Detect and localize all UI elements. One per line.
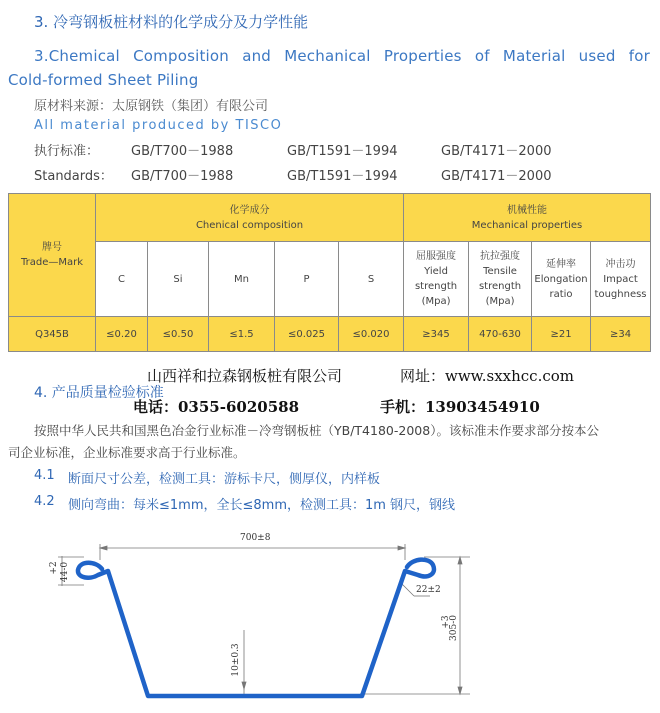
material-source-cn: 原材料来源：太原钢铁（集团）有限公司 — [34, 99, 269, 114]
title-en-word: Composition — [133, 47, 229, 65]
standards-en-label: Standards： — [34, 169, 113, 184]
col-yield-strength — [404, 242, 469, 317]
mech-header-en: Mechanical properties — [471, 219, 583, 231]
trade-mark-cn: 牌号 — [42, 242, 62, 253]
company-mobile: 手机：13903454910 — [380, 398, 540, 416]
item-4-1-text: 断面尺寸公差，检测工具：游标卡尺，侧厚仪，内样板 — [68, 472, 381, 487]
standard-1-cn: GB/T700－1988 — [131, 144, 234, 159]
table-cell-grade: Q345B — [9, 317, 96, 352]
flange-dimension-label: 22±2 — [416, 585, 441, 595]
title-en-word: for — [628, 47, 650, 65]
col-si: Si — [148, 242, 209, 317]
table-cell: ≥34 — [591, 317, 651, 352]
col-tensile-strength — [469, 242, 532, 317]
col-mn: Mn — [209, 242, 275, 317]
chemical-composition-header — [96, 194, 404, 242]
section4-paragraph-line1: 按照中华人民共和国黑色冶金行业标准－冷弯钢板桩（YB/T4180-2008）。该标准未作要求部分按本公 — [34, 423, 599, 438]
lip-dimension-tolerance-label: +2 — [49, 561, 59, 575]
yield-en2: strength — [414, 281, 458, 292]
title-en-word: and — [242, 47, 272, 65]
standard-1-en: GB/T700－1988 — [131, 169, 234, 184]
trade-mark-en: Trade—Mark — [20, 257, 84, 268]
sheet-pile-profile-drawing — [0, 520, 660, 713]
chem-header-cn: 化学成分 — [229, 204, 270, 216]
height-dimension-label: 305-0 — [449, 615, 459, 641]
item-4-1-number: 4.1 — [34, 468, 55, 483]
title-en-word: of — [474, 47, 490, 65]
height-dimension-tolerance-label: +3 — [441, 615, 451, 629]
col-c: C — [96, 242, 148, 317]
impact-en1: Impact — [603, 273, 638, 285]
company-website[interactable]: 网址：www.sxxhcc.com — [400, 367, 575, 385]
yield-cn: 屈服强度 — [416, 251, 457, 262]
col-s: S — [339, 242, 404, 317]
mech-header-cn: 机械性能 — [507, 204, 548, 216]
tensile-en1: Tensile — [483, 266, 517, 277]
elong-en1: Elongation — [534, 273, 588, 285]
bottom-thickness-label: 10±0.3 — [231, 643, 241, 677]
col-impact-toughness — [591, 242, 651, 317]
impact-en2: toughness — [594, 288, 647, 300]
table-cell: ≥21 — [532, 317, 591, 352]
table-cell: ≥345 — [404, 317, 469, 352]
standard-2-cn: GB/T1591－1994 — [287, 144, 398, 159]
tensile-en2: strength — [478, 281, 522, 292]
impact-cn: 冲击功 — [605, 258, 636, 270]
trade-mark-header — [9, 194, 96, 317]
yield-en3: (Mpa) — [421, 296, 451, 307]
section3-title-en-line1 — [34, 47, 650, 65]
tensile-cn: 抗拉强度 — [480, 251, 521, 262]
table-cell: ≤0.50 — [148, 317, 209, 352]
title-en-word: 3.Chemical — [34, 47, 120, 65]
title-en-word: Material — [502, 47, 566, 65]
standard-3-en: GB/T4171－2000 — [441, 169, 552, 184]
lip-dimension-label: 44-0 — [60, 561, 70, 583]
standards-cn-label: 执行标准： — [34, 144, 100, 159]
title-en-word: Mechanical — [284, 47, 371, 65]
table-cell: 470-630 — [469, 317, 532, 352]
item-4-2-number: 4.2 — [34, 494, 55, 509]
col-elongation — [532, 242, 591, 317]
title-en-word: Properties — [383, 47, 462, 65]
sheet-pile-profile — [78, 560, 434, 696]
title-en-word: used — [578, 47, 616, 65]
section4-title: 4. 产品质量检验标准 — [34, 385, 164, 401]
elong-cn: 延伸率 — [546, 258, 577, 270]
tensile-en3: (Mpa) — [485, 296, 515, 307]
chem-header-en: Chenical composition — [195, 219, 304, 231]
table-cell: ≤0.20 — [96, 317, 148, 352]
table-cell: ≤0.020 — [339, 317, 404, 352]
properties-table — [8, 193, 651, 352]
mechanical-properties-header — [404, 194, 651, 242]
elong-en2: ratio — [549, 288, 573, 300]
item-4-2-text: 侧向弯曲：每米≤1mm，全长≤8mm，检测工具：1m 钢尺，钢线 — [68, 498, 456, 513]
section3-title-en-line2: Cold-formed Sheet Piling — [8, 71, 199, 89]
section4-paragraph-line2: 司企业标准，企业标准要求高于行业标准。 — [8, 445, 246, 460]
table-cell: ≤0.025 — [275, 317, 339, 352]
standard-2-en: GB/T1591－1994 — [287, 169, 398, 184]
table-cell: ≤1.5 — [209, 317, 275, 352]
width-dimension-label: 700±8 — [240, 533, 271, 543]
standard-3-cn: GB/T4171－2000 — [441, 144, 552, 159]
company-name: 山西祥和拉森钢板桩有限公司 — [147, 367, 343, 385]
section3-title-cn: 3. 冷弯钢板桩材料的化学成分及力学性能 — [34, 13, 309, 31]
material-source-en: All material produced by TISCO — [34, 118, 283, 133]
company-phone: 电话：0355-6020588 — [133, 398, 300, 416]
dimension-labels — [49, 533, 459, 677]
yield-en1: Yield — [424, 266, 448, 277]
col-p: P — [275, 242, 339, 317]
